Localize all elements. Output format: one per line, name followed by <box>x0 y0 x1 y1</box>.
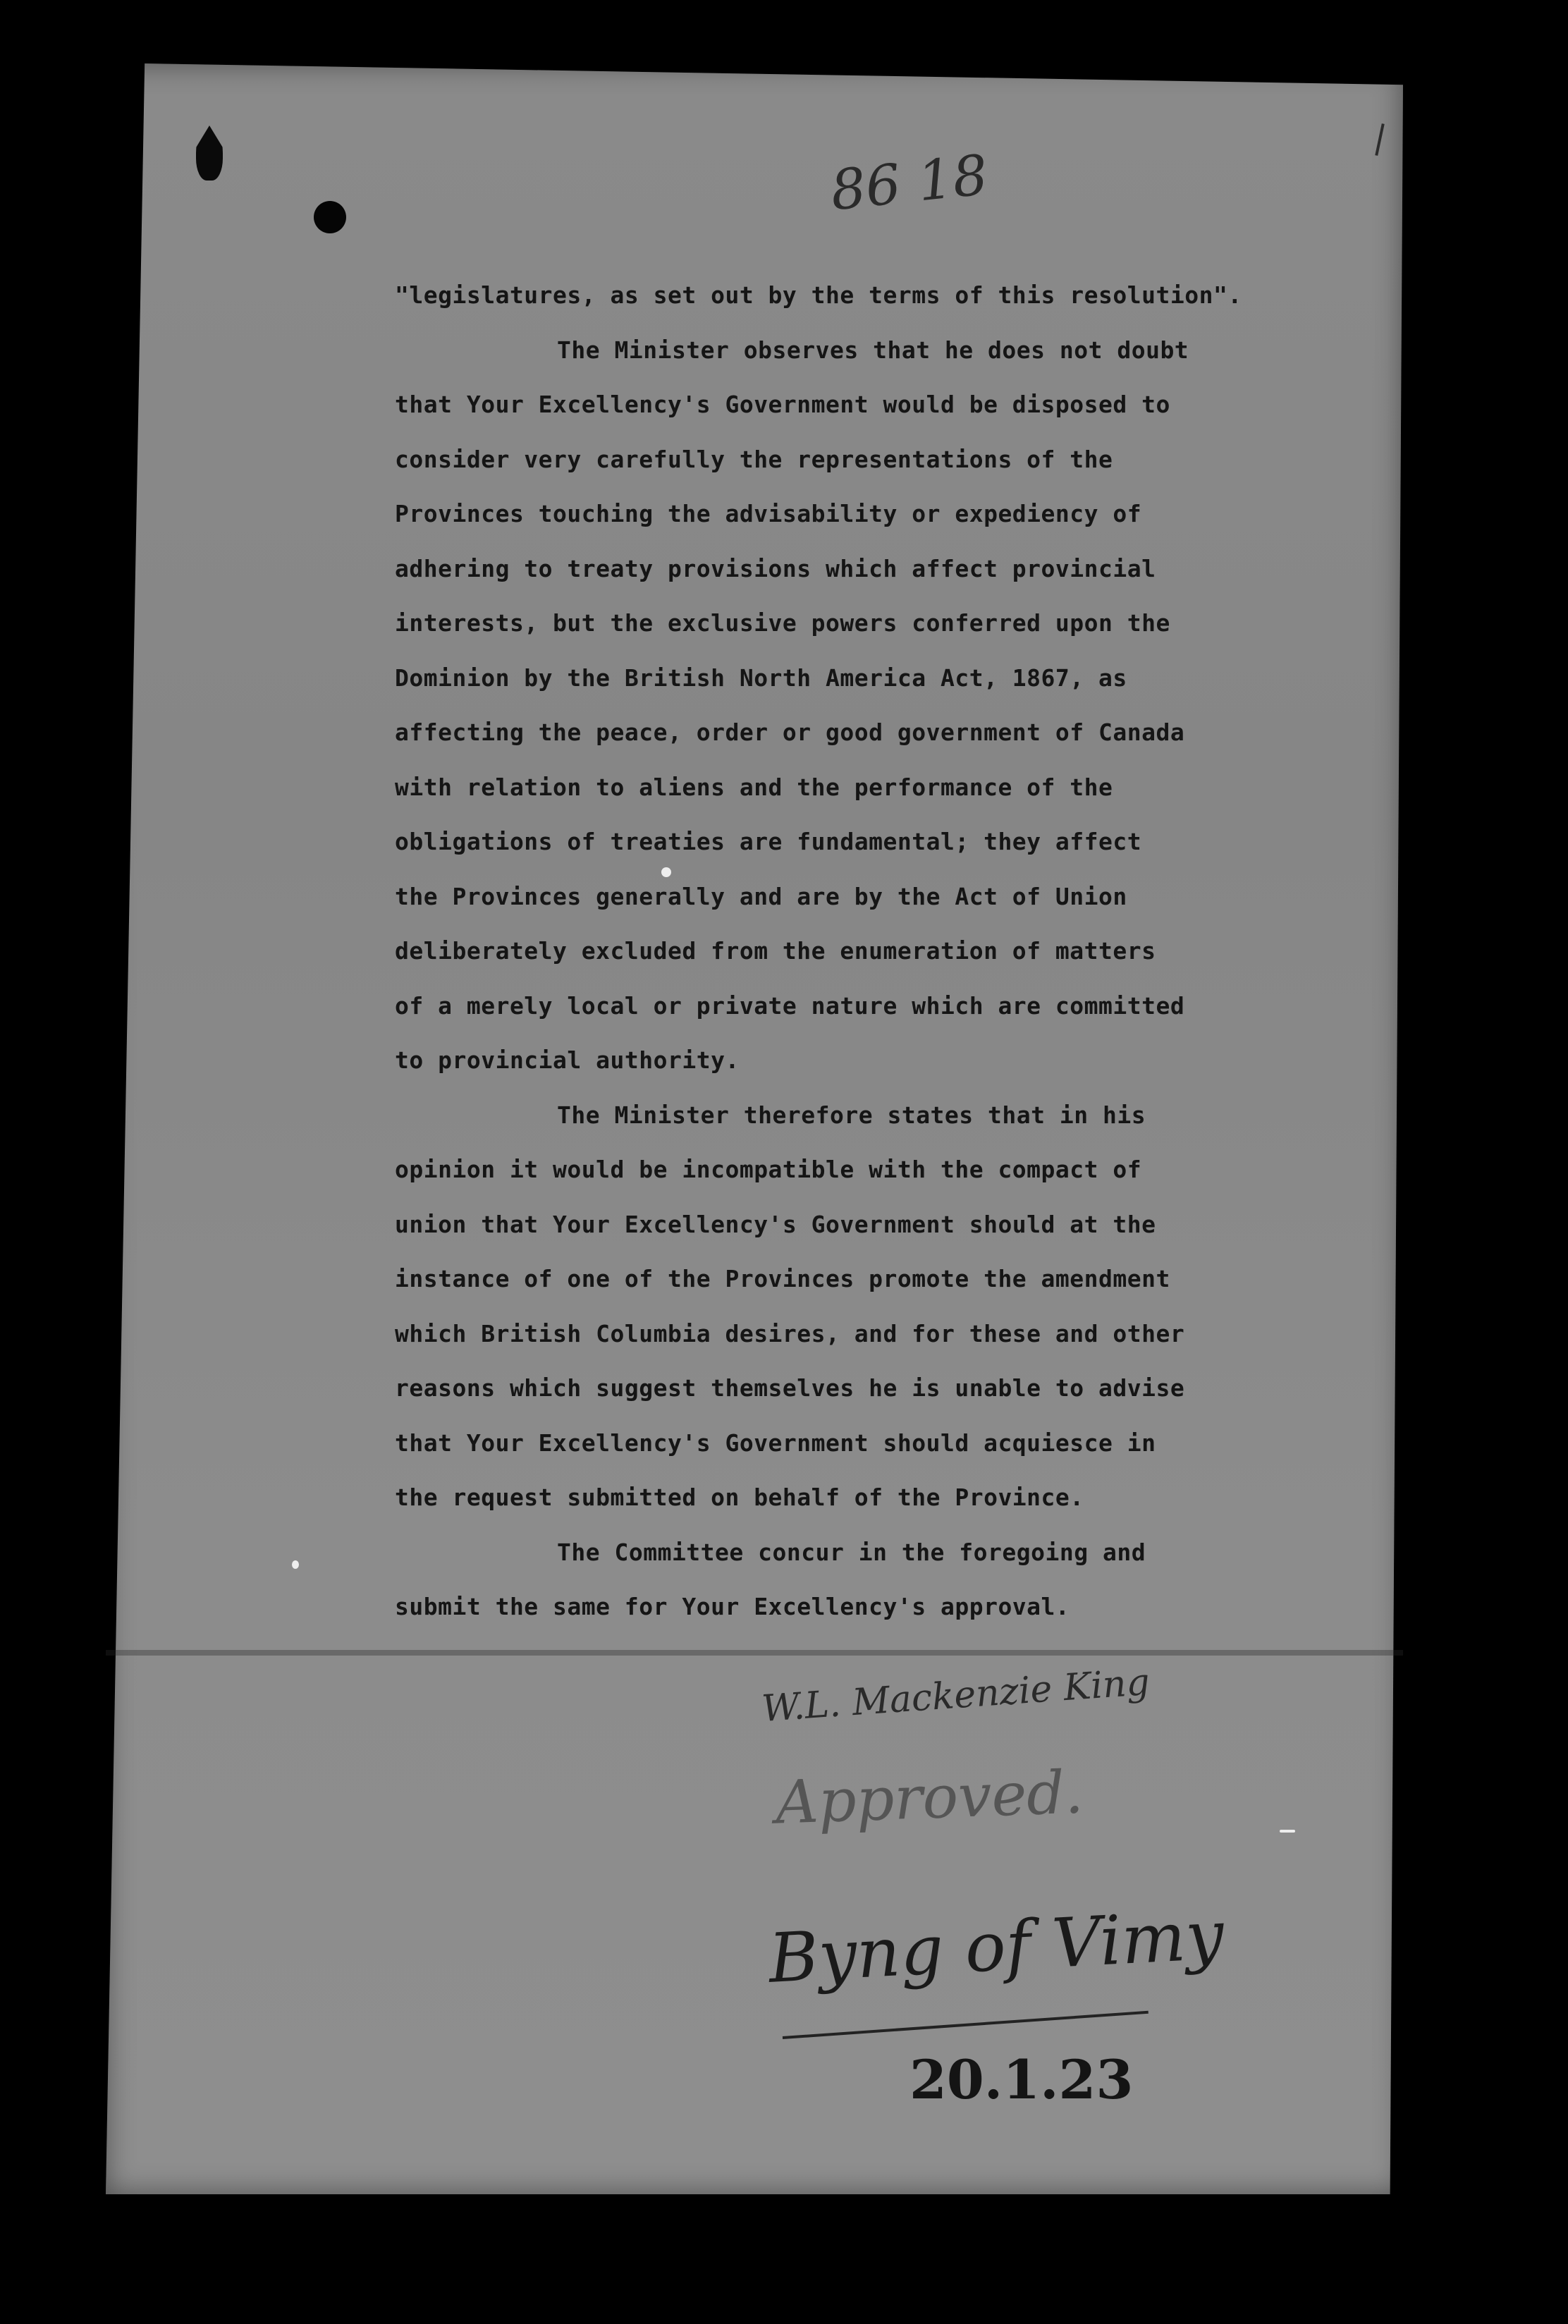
body-line: which British Columbia desires, and for these and other <box>395 1319 1185 1347</box>
body-line: Provinces touching the advisability or expediency of <box>395 500 1142 527</box>
body-line: interests, but the exclusive powers conferred upon the <box>395 609 1170 637</box>
body-line: submit the same for Your Excellency's approval. <box>395 1593 1070 1620</box>
body-line: that Your Excellency's Government would be disposed to <box>395 391 1170 418</box>
body-line: to provincial authority. <box>395 1046 740 1074</box>
dust-speck <box>292 1560 299 1569</box>
body-line: with relation to aliens and the performance of the <box>395 773 1113 801</box>
clerk-signature: W.L. Mackenzie King <box>760 1661 1151 1731</box>
body-line: the Provinces generally and are by the Act of Union <box>395 882 1127 910</box>
dust-speck <box>1280 1830 1295 1833</box>
folio-number: 86 18 <box>827 143 991 224</box>
body-line: The Minister therefore states that in his <box>557 1101 1146 1129</box>
body-line: obligations of treaties are fundamental; they affect <box>395 828 1142 855</box>
body-line: instance of one of the Provinces promote the amendment <box>395 1265 1170 1292</box>
body-line: Dominion by the British North America Act, 1867, as <box>395 663 1127 692</box>
governor-signature: Byng of Vimy <box>766 1895 1226 1998</box>
body-line: union that Your Excellency's Government should at the <box>395 1210 1156 1238</box>
body-line: The Committee concur in the foregoing and <box>557 1538 1146 1566</box>
paper-fold-line <box>106 1650 1403 1656</box>
body-line: consider very carefully the representations of the <box>395 445 1113 473</box>
body-line: deliberately excluded from the enumeration of matters <box>395 937 1156 965</box>
typed-body-text <box>395 268 1382 1634</box>
body-line: of a merely local or private nature which are committed <box>395 991 1185 1020</box>
dust-speck <box>661 867 671 877</box>
body-line: affecting the peace, order or good government of Canada <box>395 718 1185 746</box>
body-line: reasons which suggest themselves he is unable to advise <box>395 1374 1185 1402</box>
body-line: The Minister observes that he does not doubt <box>557 336 1189 364</box>
body-line: opinion it would be incompatible with the compact of <box>395 1156 1142 1183</box>
punch-hole <box>314 201 346 233</box>
body-line: "legislatures, as set out by the terms of this resolution". <box>395 281 1242 309</box>
body-line: the request submitted on behalf of the Province. <box>395 1484 1084 1511</box>
body-line: adhering to treaty provisions which affect provincial <box>395 554 1156 582</box>
body-line: that Your Excellency's Government should acquiesce in <box>395 1429 1156 1457</box>
approved-note: Approved. <box>774 1757 1085 1837</box>
handwritten-date: 20.1.23 <box>909 2048 1134 2111</box>
